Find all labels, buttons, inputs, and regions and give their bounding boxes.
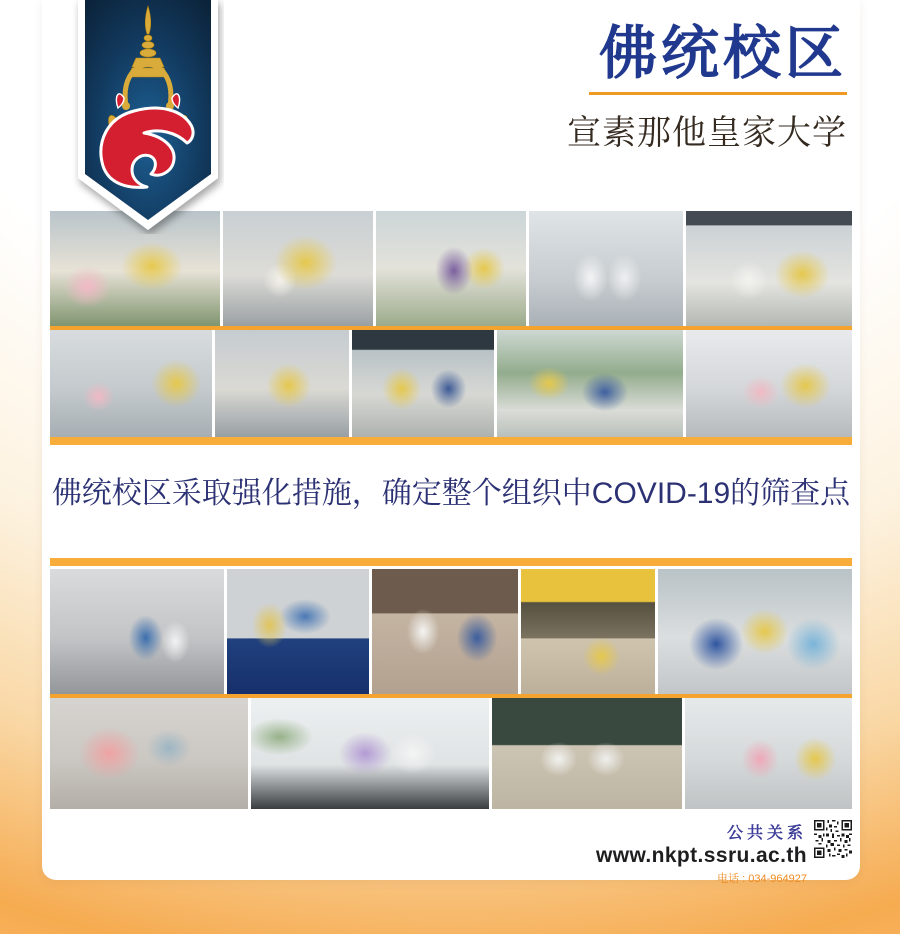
footer bbox=[596, 820, 852, 886]
ssru-crest-icon bbox=[72, 0, 224, 234]
photo-hand-spray-for-students bbox=[372, 569, 518, 694]
photo-dormitory-entrance-check bbox=[658, 569, 852, 694]
photo-canteen-pink-shirt-screening bbox=[50, 698, 248, 809]
photo-staff-checking-visitor-bag bbox=[223, 211, 373, 326]
photo-purple-shirt-temperature-check bbox=[251, 698, 489, 809]
photo-corridor-temperature-check bbox=[686, 330, 852, 437]
photo-staff-line-at-entrance bbox=[352, 330, 494, 437]
photo-hallway-students bbox=[50, 569, 224, 694]
photo-row-4 bbox=[50, 698, 852, 809]
university-logo-banner bbox=[72, 0, 224, 234]
photo-students-with-bow-ties bbox=[529, 211, 683, 326]
photo-canteen-screening bbox=[521, 569, 655, 694]
photo-forehead-scan-students bbox=[686, 211, 852, 326]
qr-code-icon bbox=[814, 820, 852, 858]
orange-bar bbox=[50, 558, 852, 566]
header bbox=[567, 22, 847, 154]
footer-text bbox=[596, 820, 807, 886]
photo-row-2 bbox=[50, 330, 852, 437]
university-name: 宣素那他皇家大学 bbox=[567, 113, 847, 152]
title-underline bbox=[589, 92, 847, 95]
photo-lobby-staff-screening bbox=[492, 698, 682, 809]
photo-hand-sanitizing-outdoors bbox=[497, 330, 683, 437]
headline: 佛统校区采取强化措施，确定整个组织中COVID-19的筛查点 bbox=[51, 477, 851, 510]
website-url: www.nkpt.ssru.ac.th bbox=[595, 844, 807, 867]
content-panel bbox=[42, 0, 860, 885]
department-label: 公共关系 bbox=[726, 825, 807, 842]
collage-top bbox=[42, 211, 860, 445]
orange-bar bbox=[50, 437, 852, 445]
phone-number: 电话 : 034-964927 bbox=[717, 873, 807, 885]
photo-row-3 bbox=[50, 569, 852, 694]
photo-bag-sanitizing-at-gate bbox=[215, 330, 349, 437]
photo-student-queue-walkway bbox=[50, 330, 212, 437]
photo-walkway-temperature-check bbox=[685, 698, 852, 809]
photo-screening-at-shuttle-tram bbox=[376, 211, 526, 326]
collage-bottom bbox=[42, 558, 860, 809]
campus-title: 佛统校区 bbox=[598, 21, 847, 86]
photo-sanitizer-station-table bbox=[227, 569, 369, 694]
